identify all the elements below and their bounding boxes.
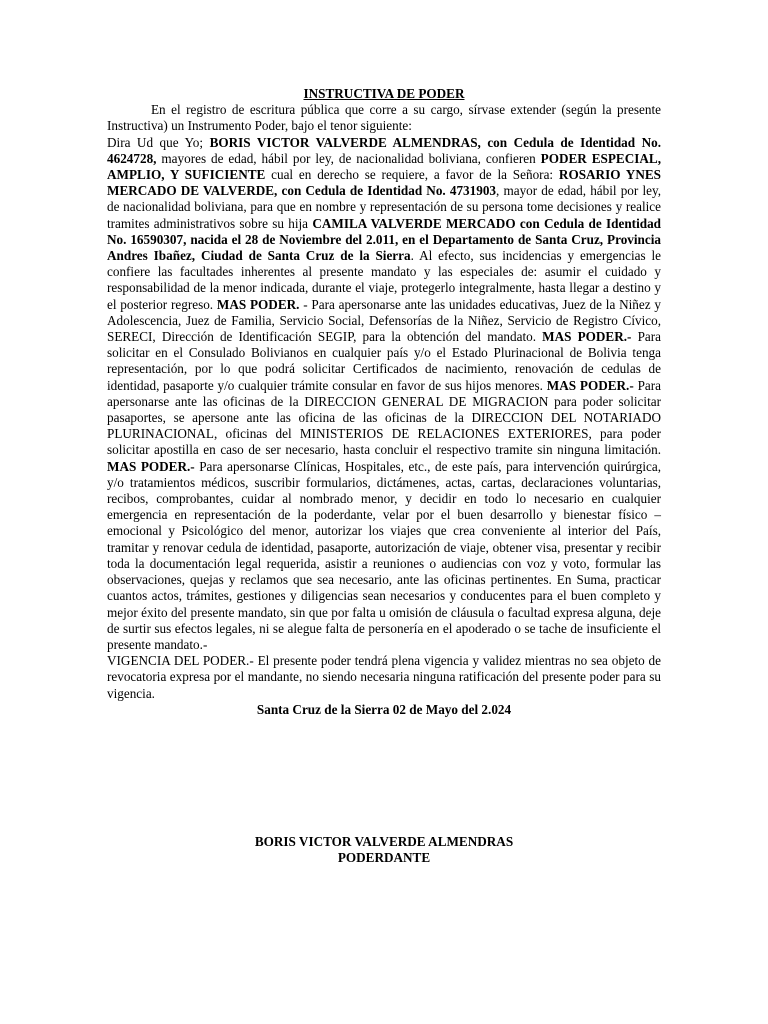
text-run: Para apersonarse ante las oficinas de la DIRECCION GENERAL DE MIGRACION para poder solicitar pasaportes, se apersone ante las oficina de las oficinas de la DIRECCION DEL NOTARIADO PLURINACIONAL, oficinas del MINISTERIOS DE RELACIONES EXTERIORES, para poder solicitar apostilla en caso de ser necesario, hasta concluir el respectivo tramite sin ninguna limitación. — [107, 377, 661, 458]
document-title: INSTRUCTIVA DE PODER — [303, 86, 465, 101]
bold-text-run: MAS PODER. — [216, 296, 300, 312]
intro-paragraph: En el registro de escritura pública que corre a su cargo, sírvase extender (según la presente Instructiva) un Instrumento Poder, bajo el tenor siguiente: — [107, 102, 661, 134]
text-run: Para solicitar en el Consulado Bolivianos en cualquier país y/o el Estado Plurinacional de Bolivia tenga representación, por lo que podrá solicitar Certificados de nacimiento, renovación de cedulas de identidad, pasaporte y/o cualquier trámite consular en favor de sus hijos menores. — [107, 329, 661, 393]
text-run: Para apersonarse Clínicas, Hospitales, etc., de este país, para intervención quirúrgica, y/o tratamientos médicos, suscribir formularios, dictámenes, actas, cartas, declaraciones voluntarias, recibos, comprobantes, cuidar al nombrado menor, y decidir en todo lo necesario en cualquier emergencia en representación de la poderdante, velar por el buen desarrollo y bienestar físico – emocional y Psicológico del menor, autorizar los viajes que crea conveniente al interior del País, tramitar y renovar cedula de identidad, pasaporte, autorización de viaje, obtener visa, presentar y recibir toda la documentación legal requerida, asistir a reuniones o audiencias con voz y voto, formular las observaciones, quejas y reclamos que sea necesario, ante las oficinas pertinentes. En Suma, practicar cuantos actos, trámites, gestiones y diligencias sean necesarios y conducentes para el buen completo y mejor éxito del presente mandato, sin que por falta u omisión de cláusula o facultad expresa alguna, deje de surtir sus efectos legales, ni se alegue falta de personería en el apoderado o se tache de insuficiente el presente mandato.- — [107, 458, 661, 652]
text-run: , mayor de edad, hábil por ley, de nacionalidad boliviana, para que en nombre y representación de su persona tome decisiones y realice tramites administrativos sobre su hija — [107, 183, 661, 231]
signature-role: PODERDANTE — [337, 850, 431, 866]
text-run: cual en derecho se requiere, a favor de la Señora: — [265, 167, 559, 183]
signature-block — [107, 834, 661, 866]
date-place-line: Santa Cruz de la Sierra 02 de Mayo del 2.024 — [256, 701, 512, 717]
bold-text-run: CAMILA VALVERDE MERCADO con Cedula de Identidad No. 16590307, nacida el 28 de Noviembre del 2.011, en el Departamento de Santa Cruz, Provincia Andres Ibañez, Ciudad de Santa Cruz de la Sierra — [107, 215, 661, 264]
text-run: . Al efecto, sus incidencias y emergencias le confiere las facultades inherentes al presente mandato y las especiales de: asumir el cuidado y responsabilidad de la menor indicada, durante el viaje, protegerlo integralmente, hasta llegar a destino y el posterior regreso. — [107, 248, 661, 312]
document-body — [107, 86, 661, 718]
bold-text-run: PODER ESPECIAL, AMPLIO, Y SUFICIENTE — [107, 150, 661, 183]
bold-text-run: MAS PODER.- — [107, 458, 195, 474]
main-paragraph — [107, 135, 661, 654]
text-run: mayores de edad, hábil por ley, de nacionalidad boliviana, confieren — [156, 150, 541, 166]
bold-text-run: MAS PODER.- — [546, 377, 634, 393]
bold-text-run: MAS PODER.- — [542, 329, 632, 345]
text-run: Dira Ud que Yo; — [107, 134, 210, 150]
bold-text-run: ROSARIO YNES MERCADO DE VALVERDE, con Cedula de Identidad No. 4731903 — [107, 167, 661, 199]
text-run: - Para apersonarse ante las unidades educativas, Juez de la Niñez y Adolescencia, Juez de Familia, Servicio Social, Defensorías de la Niñez, Servicio de Registro Cívico, SERECI, Dirección de Identificación SEGIP, para la obtención del mandato. — [107, 296, 661, 345]
signature-name: BORIS VICTOR VALVERDE ALMENDRAS — [254, 834, 514, 849]
bold-text-run: BORIS VICTOR VALVERDE ALMENDRAS, con Cedula de Identidad No. 4624728, — [107, 134, 661, 166]
vigencia-paragraph: VIGENCIA DEL PODER.- El presente poder tendrá plena vigencia y validez mientras no sea objeto de revocatoria expresa por el mandante, no siendo necesaria ninguna ratificación del presente poder para su vigencia. — [107, 653, 661, 701]
